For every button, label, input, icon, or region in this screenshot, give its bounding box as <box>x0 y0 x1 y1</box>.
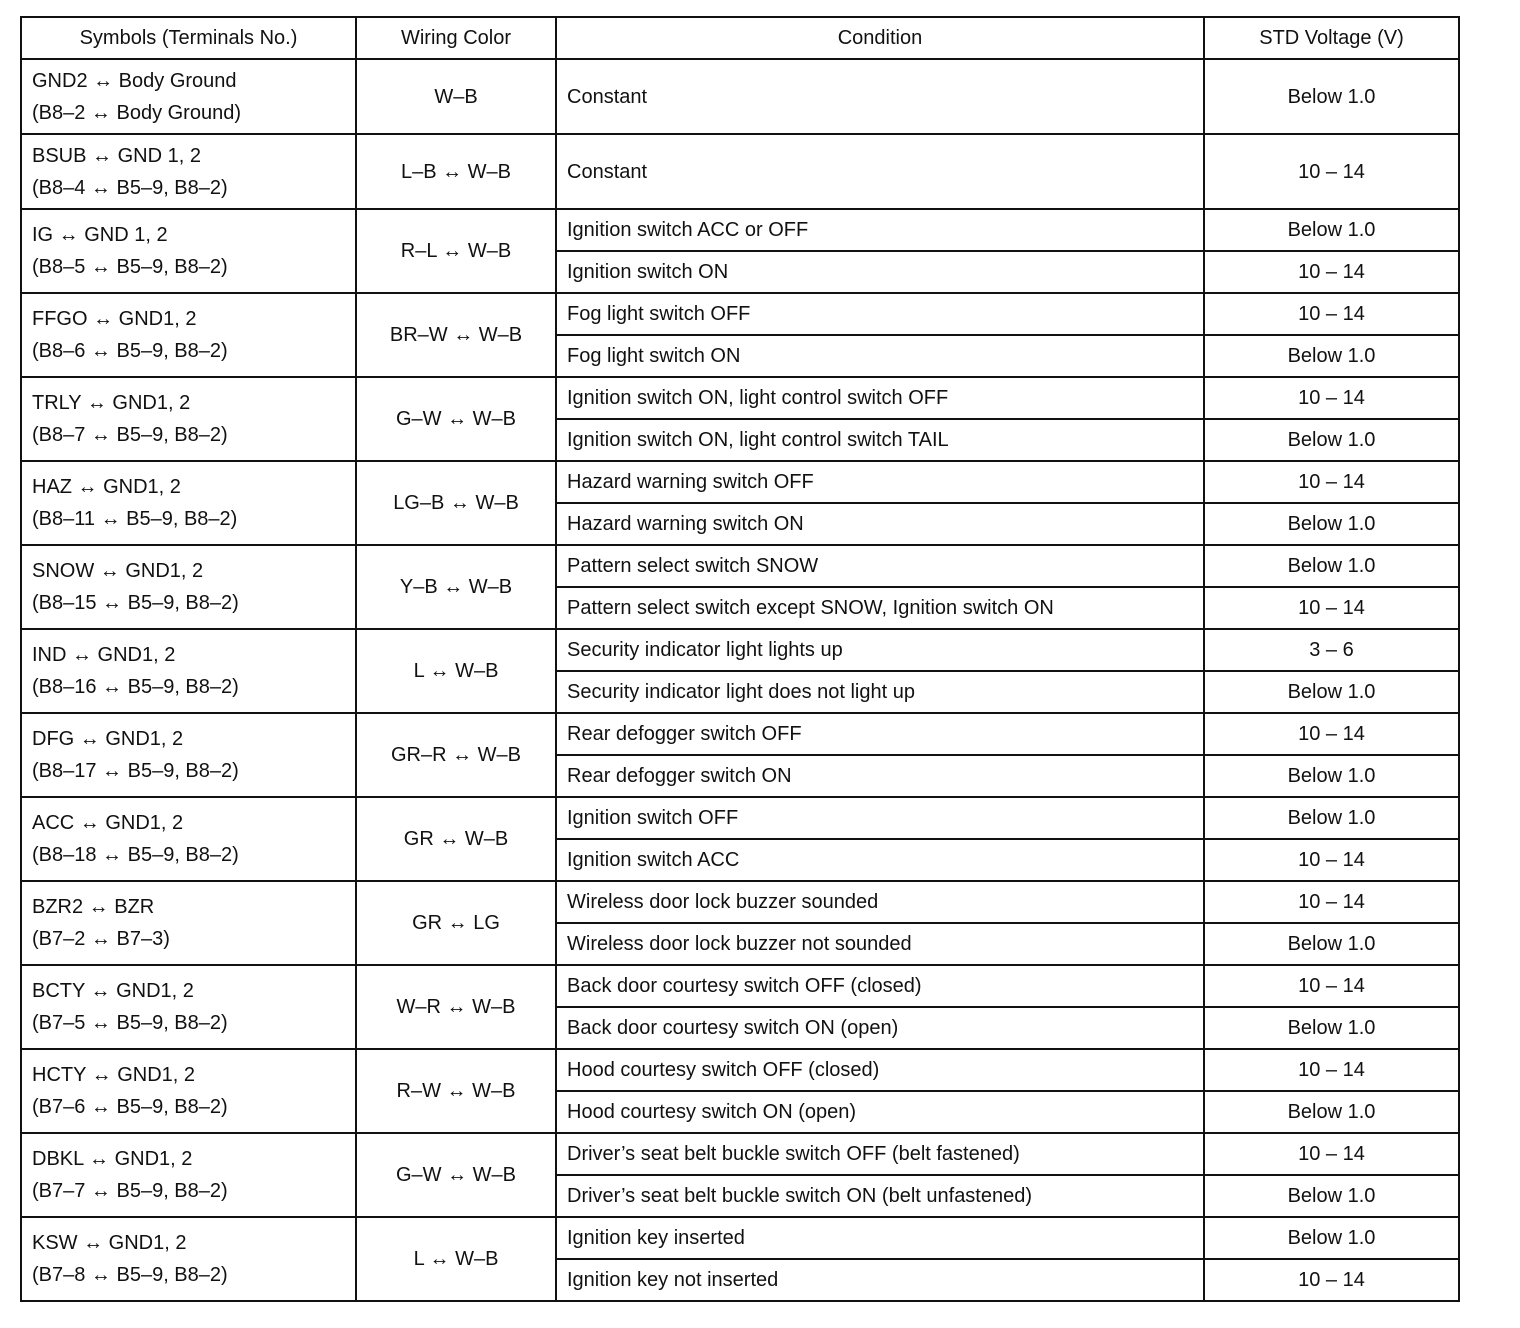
symbol-name: ACC ↔ GND1, 2 <box>32 812 184 834</box>
std-voltage-cell: Below 1.0 <box>1204 59 1459 134</box>
symbol-cell <box>21 1049 356 1133</box>
wiring-color-cell: R–L ↔ W–B <box>356 209 556 293</box>
condition-cell: Rear defogger switch OFF <box>556 713 1204 755</box>
std-voltage-cell: Below 1.0 <box>1204 671 1459 713</box>
terminal-numbers: (B7–8 ↔ B5–9, B8–2) <box>32 1264 228 1286</box>
condition-cell: Ignition switch ON <box>556 251 1204 293</box>
wiring-color-cell: L ↔ W–B <box>356 629 556 713</box>
std-voltage-cell: Below 1.0 <box>1204 1175 1459 1217</box>
header-condition: Condition <box>556 17 1204 59</box>
std-voltage-cell: 10 – 14 <box>1204 965 1459 1007</box>
symbol-cell <box>21 59 356 134</box>
wiring-color-cell: BR–W ↔ W–B <box>356 293 556 377</box>
table-row <box>21 881 1459 923</box>
wiring-color-cell: LG–B ↔ W–B <box>356 461 556 545</box>
table-row <box>21 59 1459 134</box>
header-row <box>21 17 1459 59</box>
symbol-cell <box>21 1133 356 1217</box>
table-row <box>21 965 1459 1007</box>
header-symbols: Symbols (Terminals No.) <box>21 17 356 59</box>
std-voltage-cell: Below 1.0 <box>1204 1007 1459 1049</box>
terminal-numbers: (B7–7 ↔ B5–9, B8–2) <box>32 1180 228 1202</box>
header-std-voltage: STD Voltage (V) <box>1204 17 1459 59</box>
std-voltage-cell: 10 – 14 <box>1204 293 1459 335</box>
terminal-numbers: (B8–6 ↔ B5–9, B8–2) <box>32 340 228 362</box>
table-row <box>21 1133 1459 1175</box>
condition-cell: Ignition switch ACC <box>556 839 1204 881</box>
terminal-numbers: (B8–11 ↔ B5–9, B8–2) <box>32 508 238 530</box>
table-row <box>21 797 1459 839</box>
symbol-name: BCTY ↔ GND1, 2 <box>32 980 194 1002</box>
std-voltage-cell: Below 1.0 <box>1204 1091 1459 1133</box>
symbol-name: DBKL ↔ GND1, 2 <box>32 1148 193 1170</box>
symbol-cell <box>21 461 356 545</box>
wiring-color-cell: GR ↔ W–B <box>356 797 556 881</box>
std-voltage-cell: 10 – 14 <box>1204 713 1459 755</box>
symbol-name: BSUB ↔ GND 1, 2 <box>32 144 201 167</box>
symbol-cell <box>21 545 356 629</box>
condition-cell: Rear defogger switch ON <box>556 755 1204 797</box>
terminal-numbers: (B7–2 ↔ B7–3) <box>32 928 170 950</box>
condition-cell: Hood courtesy switch ON (open) <box>556 1091 1204 1133</box>
std-voltage-cell: Below 1.0 <box>1204 419 1459 461</box>
symbol-name: BZR2 ↔ BZR <box>32 896 155 918</box>
terminal-numbers: (B8–16 ↔ B5–9, B8–2) <box>32 676 239 698</box>
table-row <box>21 377 1459 419</box>
wiring-color-cell: W–B <box>356 59 556 134</box>
table-row <box>21 209 1459 251</box>
table-row <box>21 134 1459 209</box>
condition-cell: Ignition key inserted <box>556 1217 1204 1259</box>
symbol-cell <box>21 629 356 713</box>
symbol-cell <box>21 134 356 209</box>
std-voltage-cell: 10 – 14 <box>1204 1049 1459 1091</box>
symbol-cell <box>21 797 356 881</box>
terminal-numbers: (B8–17 ↔ B5–9, B8–2) <box>32 760 239 782</box>
condition-cell: Ignition key not inserted <box>556 1259 1204 1301</box>
wiring-color-cell: W–R ↔ W–B <box>356 965 556 1049</box>
condition-cell: Ignition switch ON, light control switch OFF <box>556 377 1204 419</box>
std-voltage-cell: Below 1.0 <box>1204 755 1459 797</box>
std-voltage-cell: Below 1.0 <box>1204 797 1459 839</box>
std-voltage-cell: Below 1.0 <box>1204 923 1459 965</box>
wiring-color-cell: G–W ↔ W–B <box>356 1133 556 1217</box>
symbol-name: GND2 ↔ Body Ground <box>32 69 237 92</box>
symbol-name: SNOW ↔ GND1, 2 <box>32 560 204 582</box>
table-row <box>21 461 1459 503</box>
condition-cell: Pattern select switch SNOW <box>556 545 1204 587</box>
symbol-cell <box>21 293 356 377</box>
condition-cell: Driver’s seat belt buckle switch OFF (belt fastened) <box>556 1133 1204 1175</box>
symbol-name: TRLY ↔ GND1, 2 <box>32 392 191 414</box>
symbol-name: KSW ↔ GND1, 2 <box>32 1232 187 1254</box>
condition-cell: Ignition switch OFF <box>556 797 1204 839</box>
symbol-cell <box>21 377 356 461</box>
symbol-cell <box>21 1217 356 1301</box>
condition-cell: Ignition switch ON, light control switch TAIL <box>556 419 1204 461</box>
header-wiring-color: Wiring Color <box>356 17 556 59</box>
table-row <box>21 545 1459 587</box>
std-voltage-cell: 10 – 14 <box>1204 377 1459 419</box>
table-row <box>21 713 1459 755</box>
std-voltage-cell: 10 – 14 <box>1204 134 1459 209</box>
wiring-color-cell: L–B ↔ W–B <box>356 134 556 209</box>
terminal-voltage-table <box>20 16 1460 1302</box>
std-voltage-cell: 10 – 14 <box>1204 839 1459 881</box>
table-body <box>21 59 1459 1301</box>
symbol-cell <box>21 209 356 293</box>
wiring-color-cell: GR ↔ LG <box>356 881 556 965</box>
terminal-numbers: (B7–6 ↔ B5–9, B8–2) <box>32 1096 228 1118</box>
std-voltage-cell: 10 – 14 <box>1204 587 1459 629</box>
wiring-color-cell: R–W ↔ W–B <box>356 1049 556 1133</box>
std-voltage-cell: 3 – 6 <box>1204 629 1459 671</box>
condition-cell: Back door courtesy switch ON (open) <box>556 1007 1204 1049</box>
condition-cell: Driver’s seat belt buckle switch ON (belt unfastened) <box>556 1175 1204 1217</box>
terminal-numbers: (B8–7 ↔ B5–9, B8–2) <box>32 424 228 446</box>
std-voltage-cell: Below 1.0 <box>1204 209 1459 251</box>
symbol-cell <box>21 881 356 965</box>
symbol-name: HCTY ↔ GND1, 2 <box>32 1064 195 1086</box>
std-voltage-cell: 10 – 14 <box>1204 461 1459 503</box>
terminal-numbers: (B8–4 ↔ B5–9, B8–2) <box>32 176 228 199</box>
std-voltage-cell: 10 – 14 <box>1204 1133 1459 1175</box>
symbol-name: DFG ↔ GND1, 2 <box>32 728 184 750</box>
condition-cell: Wireless door lock buzzer sounded <box>556 881 1204 923</box>
condition-cell: Hazard warning switch ON <box>556 503 1204 545</box>
wiring-color-cell: Y–B ↔ W–B <box>356 545 556 629</box>
condition-cell: Constant <box>556 59 1204 134</box>
symbol-name: FFGO ↔ GND1, 2 <box>32 308 197 330</box>
symbol-name: HAZ ↔ GND1, 2 <box>32 476 181 498</box>
symbol-cell <box>21 965 356 1049</box>
condition-cell: Hood courtesy switch OFF (closed) <box>556 1049 1204 1091</box>
symbol-name: IND ↔ GND1, 2 <box>32 644 176 666</box>
std-voltage-cell: 10 – 14 <box>1204 1259 1459 1301</box>
condition-cell: Fog light switch OFF <box>556 293 1204 335</box>
terminal-numbers: (B8–15 ↔ B5–9, B8–2) <box>32 592 239 614</box>
terminal-numbers: (B8–18 ↔ B5–9, B8–2) <box>32 844 239 866</box>
condition-cell: Hazard warning switch OFF <box>556 461 1204 503</box>
std-voltage-cell: Below 1.0 <box>1204 545 1459 587</box>
std-voltage-cell: 10 – 14 <box>1204 881 1459 923</box>
condition-cell: Ignition switch ACC or OFF <box>556 209 1204 251</box>
std-voltage-cell: Below 1.0 <box>1204 503 1459 545</box>
std-voltage-cell: 10 – 14 <box>1204 251 1459 293</box>
std-voltage-cell: Below 1.0 <box>1204 335 1459 377</box>
symbol-name: IG ↔ GND 1, 2 <box>32 224 168 246</box>
table-row <box>21 629 1459 671</box>
condition-cell: Wireless door lock buzzer not sounded <box>556 923 1204 965</box>
terminal-numbers: (B8–5 ↔ B5–9, B8–2) <box>32 256 228 278</box>
terminal-numbers: (B7–5 ↔ B5–9, B8–2) <box>32 1012 228 1034</box>
condition-cell: Back door courtesy switch OFF (closed) <box>556 965 1204 1007</box>
condition-cell: Constant <box>556 134 1204 209</box>
table-row <box>21 1217 1459 1259</box>
wiring-color-cell: GR–R ↔ W–B <box>356 713 556 797</box>
terminal-numbers: (B8–2 ↔ Body Ground) <box>32 101 241 124</box>
condition-cell: Security indicator light lights up <box>556 629 1204 671</box>
wiring-color-cell: G–W ↔ W–B <box>356 377 556 461</box>
std-voltage-cell: Below 1.0 <box>1204 1217 1459 1259</box>
condition-cell: Pattern select switch except SNOW, Ignition switch ON <box>556 587 1204 629</box>
condition-cell: Fog light switch ON <box>556 335 1204 377</box>
wiring-color-cell: L ↔ W–B <box>356 1217 556 1301</box>
table-row <box>21 293 1459 335</box>
table-row <box>21 1049 1459 1091</box>
symbol-cell <box>21 713 356 797</box>
condition-cell: Security indicator light does not light up <box>556 671 1204 713</box>
